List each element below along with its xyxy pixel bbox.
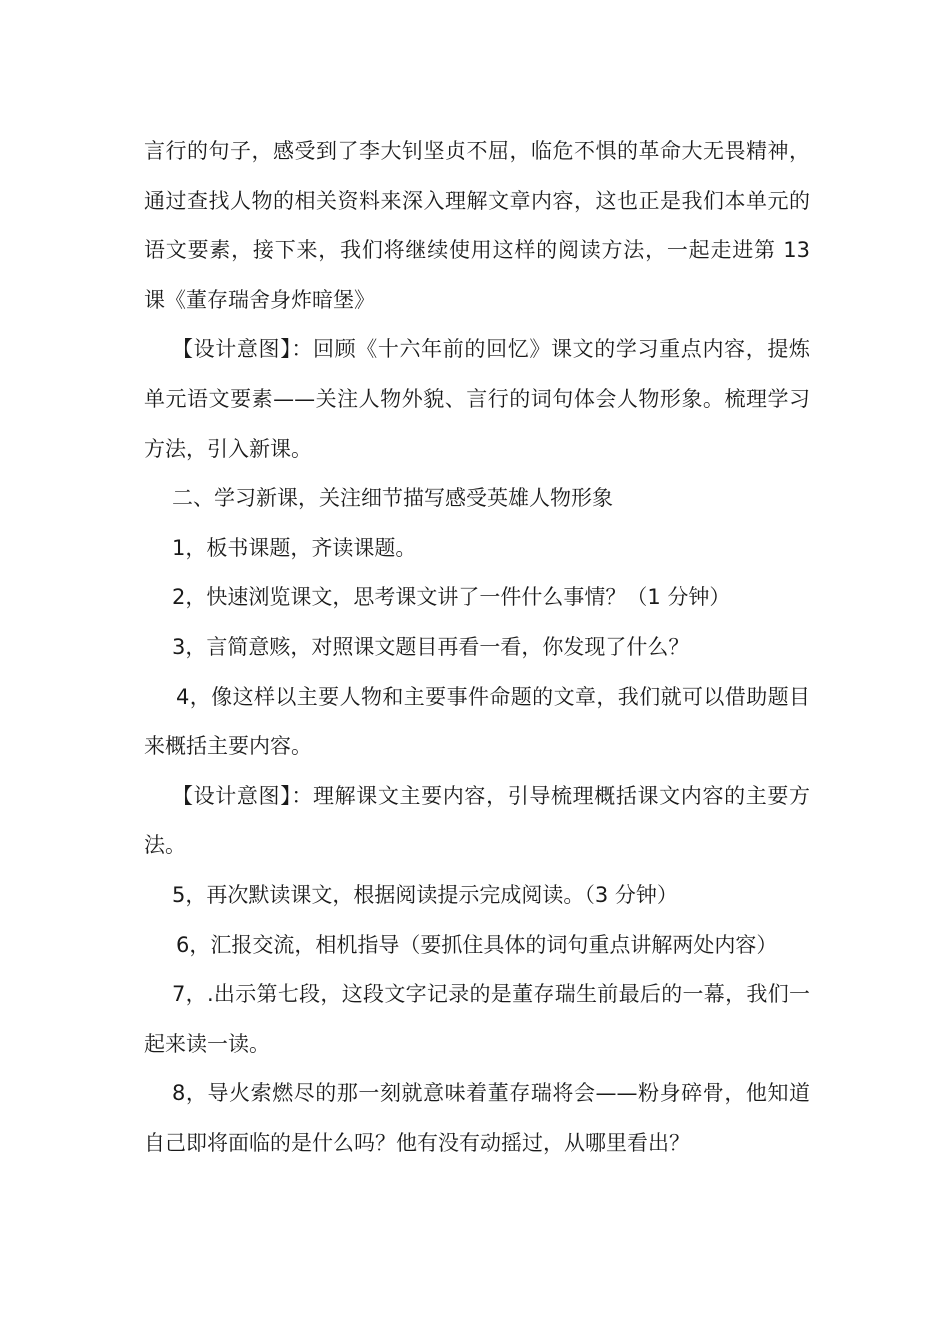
step-1: 1，板书课题，齐读课题。 <box>172 535 417 560</box>
step-2: 2，快速浏览课文，思考课文讲了一件什么事情？（1 分钟） <box>172 585 731 610</box>
step-3: 3，言简意赅，对照课文题目再看一看，你发现了什么？ <box>172 634 690 659</box>
paragraph-design-intent-1: 【设计意图】：回顾《十六年前的回忆》课文的学习重点内容，提炼单元语文要素——关注人物外貌、言行的词句体会人物形象。梳理学习方法，引入新课。 <box>144 337 810 461</box>
step-7: 7，.出示第七段，这段文字记录的是董存瑞生前最后的一幕，我们一起来读一读。 <box>144 982 810 1056</box>
step-5: 5，再次默读课文，根据阅读提示完成阅读。（3 分钟） <box>172 882 678 907</box>
step-4: 4，像这样以主要人物和主要事件命题的文章，我们就可以借助题目来概括主要内容。 <box>144 684 810 759</box>
section-heading-new-lesson: 二、学习新课，关注细节描写感受英雄人物形象 <box>172 486 613 511</box>
step-8: 8，导火索燃尽的那一刻就意味着董存瑞将会——粉身碎骨，他知道自己即将面临的是什么吗？他有没有动摇过，从哪里看出？ <box>144 1081 810 1155</box>
paragraph-design-intent-2: 【设计意图】：理解课文主要内容，引导梳理概括课文内容的主要方法。 <box>144 783 810 858</box>
step-6: 6，汇报交流，相机指导（要抓住具体的词句重点讲解两处内容） <box>176 932 778 957</box>
document-body <box>144 127 810 1168</box>
paragraph-intro-continuation: 言行的句子，感受到了李大钊坚贞不屈，临危不惧的革命大无畏精神，通过查找人物的相关资料来深入理解文章内容，这也正是我们本单元的语文要素，接下来，我们将继续使用这样的阅读方法，一起走进第 13 课《董存瑞舍身炸暗堡》 <box>144 139 810 312</box>
